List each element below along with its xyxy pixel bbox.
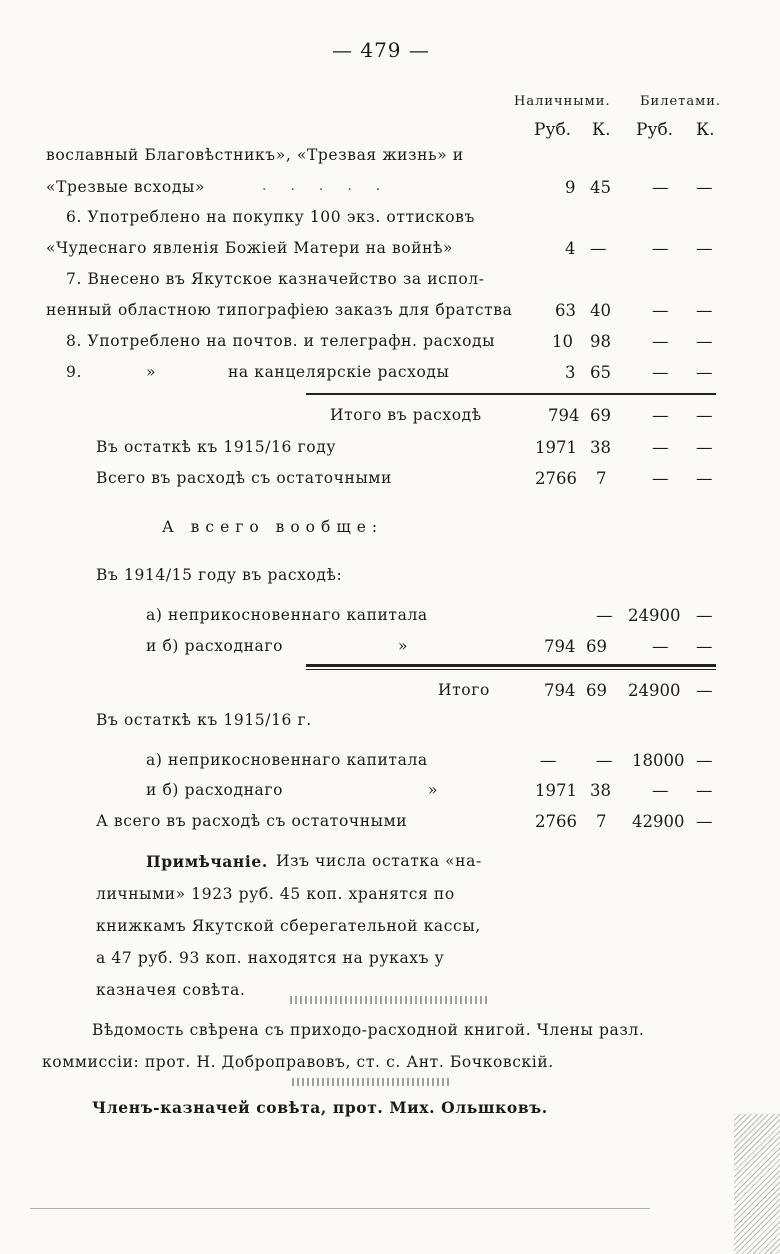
amount-kop: 38	[590, 438, 611, 457]
capital-row-label: а) неприкосновеннаго капитала	[146, 606, 428, 624]
amount-rub: —	[540, 751, 557, 770]
ticket-rub: —	[652, 406, 669, 425]
amount-kop: 65	[590, 363, 611, 382]
amount-rub: 63	[555, 301, 576, 320]
ticket-kop: —	[696, 751, 713, 770]
ticket-kop: —	[696, 606, 713, 625]
page-number: — 479 —	[332, 38, 430, 62]
amount-kop: 40	[590, 301, 611, 320]
amount-rub: 4	[565, 239, 576, 258]
ticket-kop: —	[696, 681, 713, 700]
expense-line-number: 9.	[66, 363, 82, 381]
ticket-kop: —	[696, 438, 713, 457]
ticket-rub: 18000	[632, 751, 685, 770]
note-title: Примѣчаніе.	[146, 852, 268, 871]
header-cash: Наличными.	[514, 94, 611, 109]
note-line: книжкамъ Якутской сберегательной кассы,	[96, 917, 481, 935]
amount-kop: —	[596, 751, 613, 770]
ticket-kop: —	[696, 239, 713, 258]
overall-heading: А всего вообще:	[162, 518, 384, 536]
ticket-kop: —	[696, 469, 713, 488]
header-kop-cash: К.	[592, 120, 611, 140]
amount-rub: 9	[565, 178, 576, 197]
amount-kop: 69	[590, 406, 611, 425]
remainder-label: Въ остаткѣ къ 1915/16 году	[96, 438, 337, 456]
amount-rub: 10	[552, 332, 573, 351]
amount-rub: 1971	[535, 781, 577, 800]
amount-kop: 7	[596, 469, 607, 488]
ticket-rub: 24900	[628, 681, 681, 700]
amount-kop: 38	[590, 781, 611, 800]
verification-line: коммиссіи: прот. Н. Доброправовъ, ст. с. Ант. Бочковскій.	[42, 1053, 554, 1071]
ticket-rub: —	[652, 363, 669, 382]
amount-rub: 794	[544, 637, 576, 656]
expense-total-label: Итого въ расходѣ	[330, 406, 482, 424]
ditto-mark: »	[146, 363, 157, 381]
amount-kop: 69	[586, 637, 607, 656]
grand-total-label: А всего въ расходѣ съ остаточными	[96, 812, 408, 830]
amount-rub: 794	[548, 406, 580, 425]
ticket-kop: —	[696, 178, 713, 197]
stamp-mark	[292, 1078, 452, 1086]
amount-rub: 2766	[535, 812, 577, 831]
ticket-kop: —	[696, 812, 713, 831]
ditto-mark: »	[398, 637, 409, 655]
itogo-label: Итого	[438, 681, 490, 699]
ticket-rub: 24900	[628, 606, 681, 625]
with-remainder-label: Всего въ расходѣ съ остаточными	[96, 469, 392, 487]
capital-row-label: а) неприкосновеннаго капитала	[146, 751, 428, 769]
note-line: а 47 руб. 93 коп. находятся на рукахъ у	[96, 949, 445, 967]
amount-rub: 794	[544, 681, 576, 700]
ticket-kop: —	[696, 637, 713, 656]
amount-kop: 98	[590, 332, 611, 351]
note-line: Изъ числа остатка «на-	[276, 852, 482, 870]
header-kop-tickets: К.	[696, 120, 715, 140]
amount-rub: 2766	[535, 469, 577, 488]
itogo-rule-top	[306, 664, 716, 667]
ticket-kop: —	[696, 332, 713, 351]
ticket-rub: —	[652, 438, 669, 457]
ticket-kop: —	[696, 301, 713, 320]
expense-line-text: «Чудеснаго явленія Божіей Матери на войнѣ»	[46, 239, 454, 257]
ticket-kop: —	[696, 406, 713, 425]
amount-kop: —	[596, 606, 613, 625]
treasurer-signature: Членъ-казначей совѣта, прот. Мих. Ольшковъ.	[92, 1098, 548, 1117]
expense-row-label: и б) расходнаго	[146, 781, 284, 799]
amount-kop: 45	[590, 178, 611, 197]
ticket-rub: —	[652, 469, 669, 488]
expense-line-text: «Трезвые всходы»	[46, 178, 205, 196]
year-expense-label: Въ 1914/15 году въ расходѣ:	[96, 566, 343, 584]
note-line: личными» 1923 руб. 45 коп. хранятся по	[96, 885, 455, 903]
total-rule	[306, 393, 716, 395]
bleed-rule	[30, 1208, 650, 1209]
ticket-rub: —	[652, 637, 669, 656]
ticket-rub: —	[652, 332, 669, 351]
amount-kop: 69	[586, 681, 607, 700]
ticket-rub: —	[652, 178, 669, 197]
header-tickets: Билетами.	[640, 94, 722, 109]
expense-line-text: 7. Внесено въ Якутское казначейство за испол-	[66, 270, 485, 288]
amount-kop: 7	[596, 812, 607, 831]
itogo-rule-bottom	[306, 669, 716, 670]
ticket-rub: 42900	[632, 812, 685, 831]
amount-kop: —	[590, 239, 607, 258]
expense-line-text: на канцелярскіе расходы	[228, 363, 450, 381]
amount-rub: 1971	[535, 438, 577, 457]
expense-line-text: 6. Употреблено на покупку 100 экз. оттисковъ	[66, 208, 475, 226]
header-rub-cash: Руб.	[534, 120, 572, 140]
ticket-kop: —	[696, 781, 713, 800]
expense-line-text: ненный областною типографіею заказъ для братства	[46, 301, 513, 319]
header-rub-tickets: Руб.	[636, 120, 674, 140]
ditto-mark: »	[428, 781, 439, 799]
verification-line: Вѣдомость свѣрена съ приходо-расходной книгой. Члены разл.	[92, 1021, 645, 1039]
stamp-mark	[290, 996, 490, 1004]
expense-line-text: 8. Употреблено на почтов. и телеграфн. расходы	[66, 332, 496, 350]
ticket-kop: —	[696, 363, 713, 382]
amount-rub: 3	[565, 363, 576, 382]
ticket-rub: —	[652, 239, 669, 258]
page-edge-smudge	[734, 1114, 780, 1254]
ticket-rub: —	[652, 301, 669, 320]
remainder-year-label: Въ остаткѣ къ 1915/16 г.	[96, 711, 312, 729]
note-line: казначея совѣта.	[96, 981, 246, 999]
expense-row-label: и б) расходнаго	[146, 637, 284, 655]
ticket-rub: —	[652, 781, 669, 800]
expense-line-text: вославный Благовѣстникъ», «Трезвая жизнь» и	[46, 146, 464, 164]
